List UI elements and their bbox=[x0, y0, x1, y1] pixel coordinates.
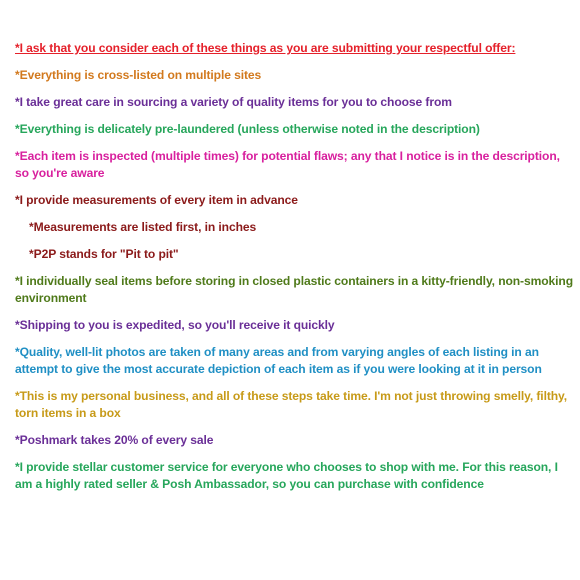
policy-item-measurements: *I provide measurements of every item in advance bbox=[15, 193, 298, 207]
policy-item-inspected: *Each item is inspected (multiple times) for potential flaws; any that I notice is in the description, so you're aware bbox=[15, 149, 560, 180]
policy-heading: *I ask that you consider each of these things as you are submitting your respectful offer: bbox=[15, 41, 516, 55]
policy-item-sourcing: *I take great care in sourcing a variety of quality items for you to choose from bbox=[15, 95, 452, 109]
policy-item-customer-service: *I provide stellar customer service for everyone who chooses to shop with me. For this reason, I am a highly rated seller & Posh Ambassador, so you can purchase with confidence bbox=[15, 460, 558, 491]
policy-item-personal-business: *This is my personal business, and all of these steps take time. I'm not just throwing smelly, filthy, torn items in a box bbox=[15, 389, 568, 420]
policy-item-laundered: *Everything is delicately pre-laundered (unless otherwise noted in the description) bbox=[15, 122, 480, 136]
policy-item-poshmark-fee: *Poshmark takes 20% of every sale bbox=[15, 433, 214, 447]
policy-subitem-p2p: *P2P stands for "Pit to pit" bbox=[29, 247, 179, 261]
policy-subitem-inches: *Measurements are listed first, in inches bbox=[29, 220, 257, 234]
policy-item-photos: *Quality, well-lit photos are taken of many areas and from varying angles of each listing in an attempt to give the most accurate depiction of each item as if you were looking at it in person bbox=[15, 345, 542, 376]
policy-item-shipping: *Shipping to you is expedited, so you'll receive it quickly bbox=[15, 318, 335, 332]
policy-item-sealed-storage: *I individually seal items before storing in closed plastic containers in a kitty-friendly, non-smoking environment bbox=[15, 274, 574, 305]
policy-item-cross-listed: *Everything is cross-listed on multiple sites bbox=[15, 68, 262, 82]
